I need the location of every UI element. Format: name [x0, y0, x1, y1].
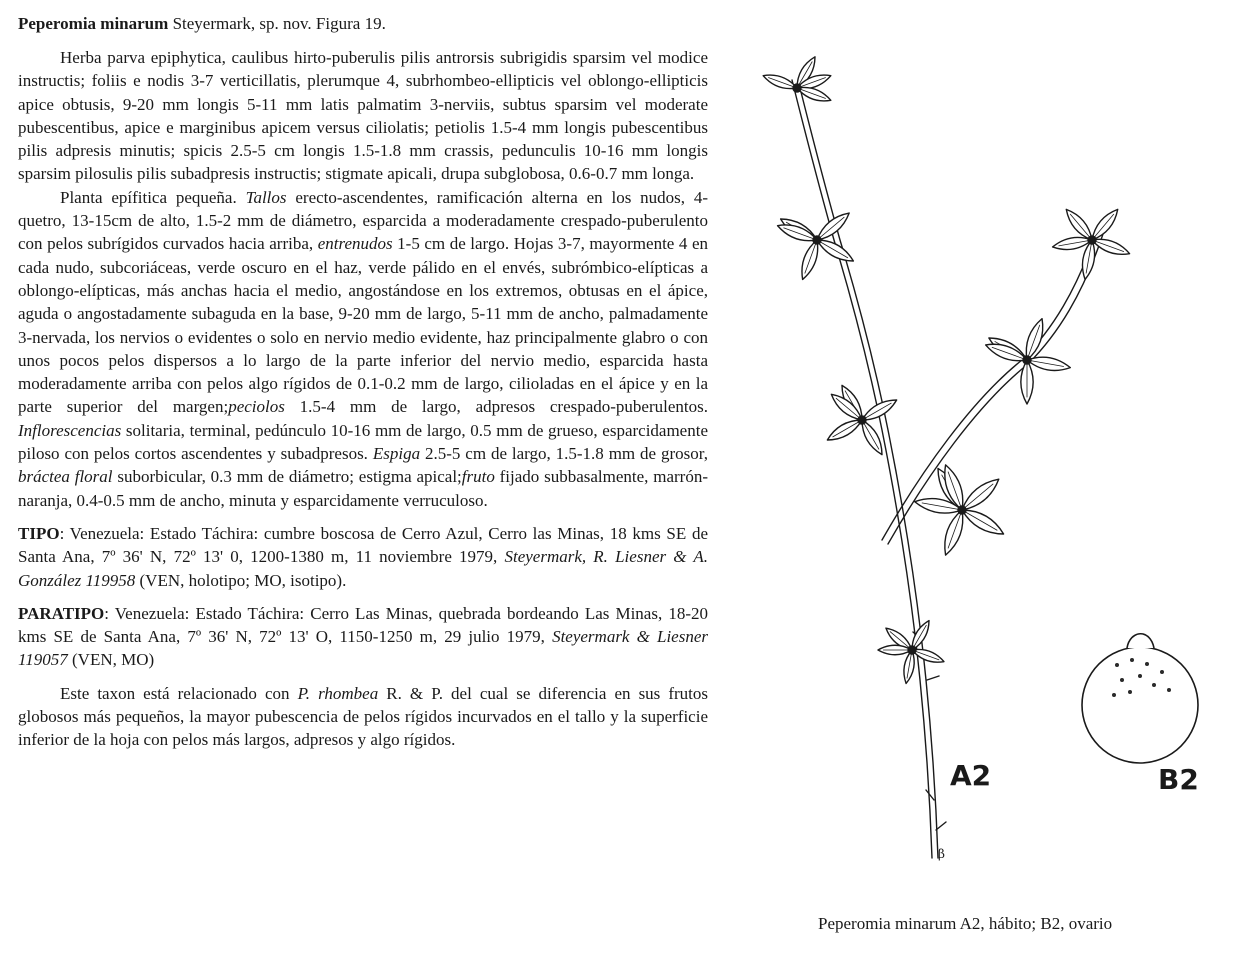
- paratipo-paragraph: [18, 602, 708, 672]
- tipo-text: : Venezuela: Estado Táchira: cumbre boscosa de Cerro Azul, Cerro las Minas, 18 kms SE de Santa Ana, 7º 36' N, 72º 13' 0, 1200-1380 m, 11 noviembre 1979,: [18, 523, 708, 567]
- ovary-stigma: [1127, 634, 1154, 648]
- desc-text: erecto-ascendentes, ramificación alterna en los nudos, 4-quetro, 13-15cm de alto, 1.5-2 mm de diámetro, esparcida a moderadamente crespado-puberulento con pelos subrígidos curvados hacia arriba,: [18, 187, 708, 254]
- leaf-whorls: [763, 57, 1129, 684]
- paratipo-text: : Venezuela: Estado Táchira: Cerro Las Minas, quebrada bordeando Las Minas, 18-20 kms SE de Santa Ana, 7º 36' N, 72º 13' O, 1150-1250 m, 29 julio 1979,: [18, 603, 708, 647]
- figure-illustration: [722, 40, 1222, 870]
- desc-text: suborbicular, 0.3 mm de diámetro; estigma apical;: [112, 467, 462, 487]
- ovary-wart: [1120, 678, 1124, 682]
- tipo-label: TIPO: [18, 523, 60, 543]
- desc-text: 2.5-5 cm de largo, 1.5-1.8 mm de grosor,: [420, 444, 708, 464]
- stem-node: [1088, 236, 1096, 244]
- term-inflorescencias: Inflorescencias: [18, 420, 122, 440]
- ovary-wart: [1112, 693, 1116, 697]
- paratipo-herbaria: (VEN, MO): [67, 650, 155, 670]
- term-fruto: fruto: [461, 467, 495, 487]
- tipo-paragraph: [18, 522, 708, 592]
- desc-text: solitaria, terminal, pedúnculo 10-16 mm de largo, 0.5 mm de grueso, esparcidamente piloso con pelos cortos ascendentes y subadpresos.: [18, 420, 708, 464]
- stem-node: [858, 416, 866, 424]
- ovary-drawing: [1082, 647, 1198, 763]
- tipo-collectors: Steyermark, R. Liesner & A. González 119958: [18, 547, 708, 590]
- term-entrenudos: entrenudos: [317, 234, 393, 254]
- spanish-description: [18, 186, 708, 512]
- desc-text: fijado subbasalmente, marrón-naranja, 0.4-0.5 mm de ancho, minuta y esparcidamente verruculoso.: [18, 467, 708, 510]
- paratipo-collectors: Steyermark & Liesner 119057: [18, 627, 708, 670]
- caption-text: A2, hábito; B2, ovario: [956, 914, 1113, 933]
- stem-node: [958, 506, 966, 514]
- caption-species: Peperomia minarum: [818, 914, 957, 933]
- figure-b2: [1082, 634, 1198, 763]
- artist-initials: β: [938, 847, 945, 861]
- stem-node: [1023, 356, 1031, 364]
- plant-drawing: [722, 40, 1222, 870]
- stem-node: [908, 646, 916, 654]
- term-tallos: Tallos: [245, 187, 287, 207]
- figure-label-a2: A2: [950, 759, 992, 792]
- text-column: [18, 12, 708, 752]
- tipo-herbaria: (VEN, holotipo; MO, isotipo).: [135, 570, 347, 590]
- ovary-wart: [1130, 658, 1134, 662]
- ovary-wart: [1128, 690, 1132, 694]
- ovary-wart: [1145, 662, 1149, 666]
- ovary-wart: [1152, 683, 1156, 687]
- species-heading: [18, 12, 708, 36]
- main-stem-edge: [798, 80, 938, 858]
- figure-label-b2: B2: [1158, 763, 1199, 796]
- stem-node: [793, 84, 801, 92]
- ovary-wart: [1115, 663, 1119, 667]
- desc-text: Planta epífitica pequeña.: [60, 187, 246, 207]
- comparison-species: P. rhombea: [297, 683, 379, 703]
- comparison-paragraph: [18, 682, 708, 752]
- desc-text: 1-5 cm de largo. Hojas 3-7, mayormente 4 en cada nudo, subcoriáceas, verde oscuro en el haz, verde pálido en el envés, subrómbico-elípticas a oblongo-elípticas, más anchas hacia el medio, angostándose en los extremos, obtusas en el ápice, aguda o angostadamente subaguda en la base, 9-20 mm de largo, 5-11 mm de ancho, palmadamente 3-nervada, los nervios o evidentes o solo en nervio medio evidente, haz principalmente glabro o con unos pocos pelos dispersos a lo largo de la parte inferior del nervio medio, esparcida hasta moderadamente arriba con pelos algo rígidos de 0.1-0.2 mm de largo, cilioladas en el ápice y en la parte superior del margen;: [18, 234, 708, 417]
- term-espiga: Espiga: [372, 444, 421, 464]
- term-bractea: bráctea floral: [18, 467, 113, 487]
- term-peciolos: peciolos: [228, 397, 285, 417]
- side-branch-edge: [888, 234, 1103, 544]
- species-authority: Steyermark, sp. nov. Figura 19.: [172, 14, 386, 33]
- comparison-text: R. & P. del cual se diferencia en sus frutos globosos más pequeños, la mayor pubescencia de pelos rígidos incurvados en el tallo y la superficie inferior de la hoja con pelos más largos, adpresos y algo rígidos.: [18, 683, 709, 750]
- stem-node: [813, 236, 821, 244]
- main-stem: [792, 80, 932, 858]
- comparison-text: Este taxon está relacionado con: [60, 683, 298, 703]
- figure-caption: [818, 914, 1112, 934]
- ovary-wart: [1138, 674, 1142, 678]
- ovary-wart: [1167, 688, 1171, 692]
- latin-description: Herba parva epiphytica, caulibus hirto-puberulis pilis antrorsis subrigidis sparsim vel modice instructis; foliis e nodis 3-7 verticillatis, plerumque 4, subrhombeo-ellipticis vel oblongo-ellipticis apice obtusis, 9-20 mm longis 5-11 mm latis palmatim 3-nerviis, subtus sparsim vel moderate pubescentibus, apice e marginibus apicem versus ciliolatis; petiolis 1.5-4 mm longis pubescentibus pilis adpresis minutis; spicis 2.5-5 cm longis 1.5-1.8 mm crassis, pedunculis 10-16 mm longis sparsim pilosulis pilis subadpresis instructis; stigmate apicali, drupa subglobosa, 0.6-0.7 mm longa.: [18, 48, 708, 184]
- ovary-wart: [1160, 670, 1164, 674]
- species-name: Peperomia minarum: [18, 14, 169, 33]
- desc-text: 1.5-4 mm de largo, adpresos crespado-puberulentos.: [284, 397, 709, 417]
- paratipo-label: PARATIPO: [18, 603, 105, 623]
